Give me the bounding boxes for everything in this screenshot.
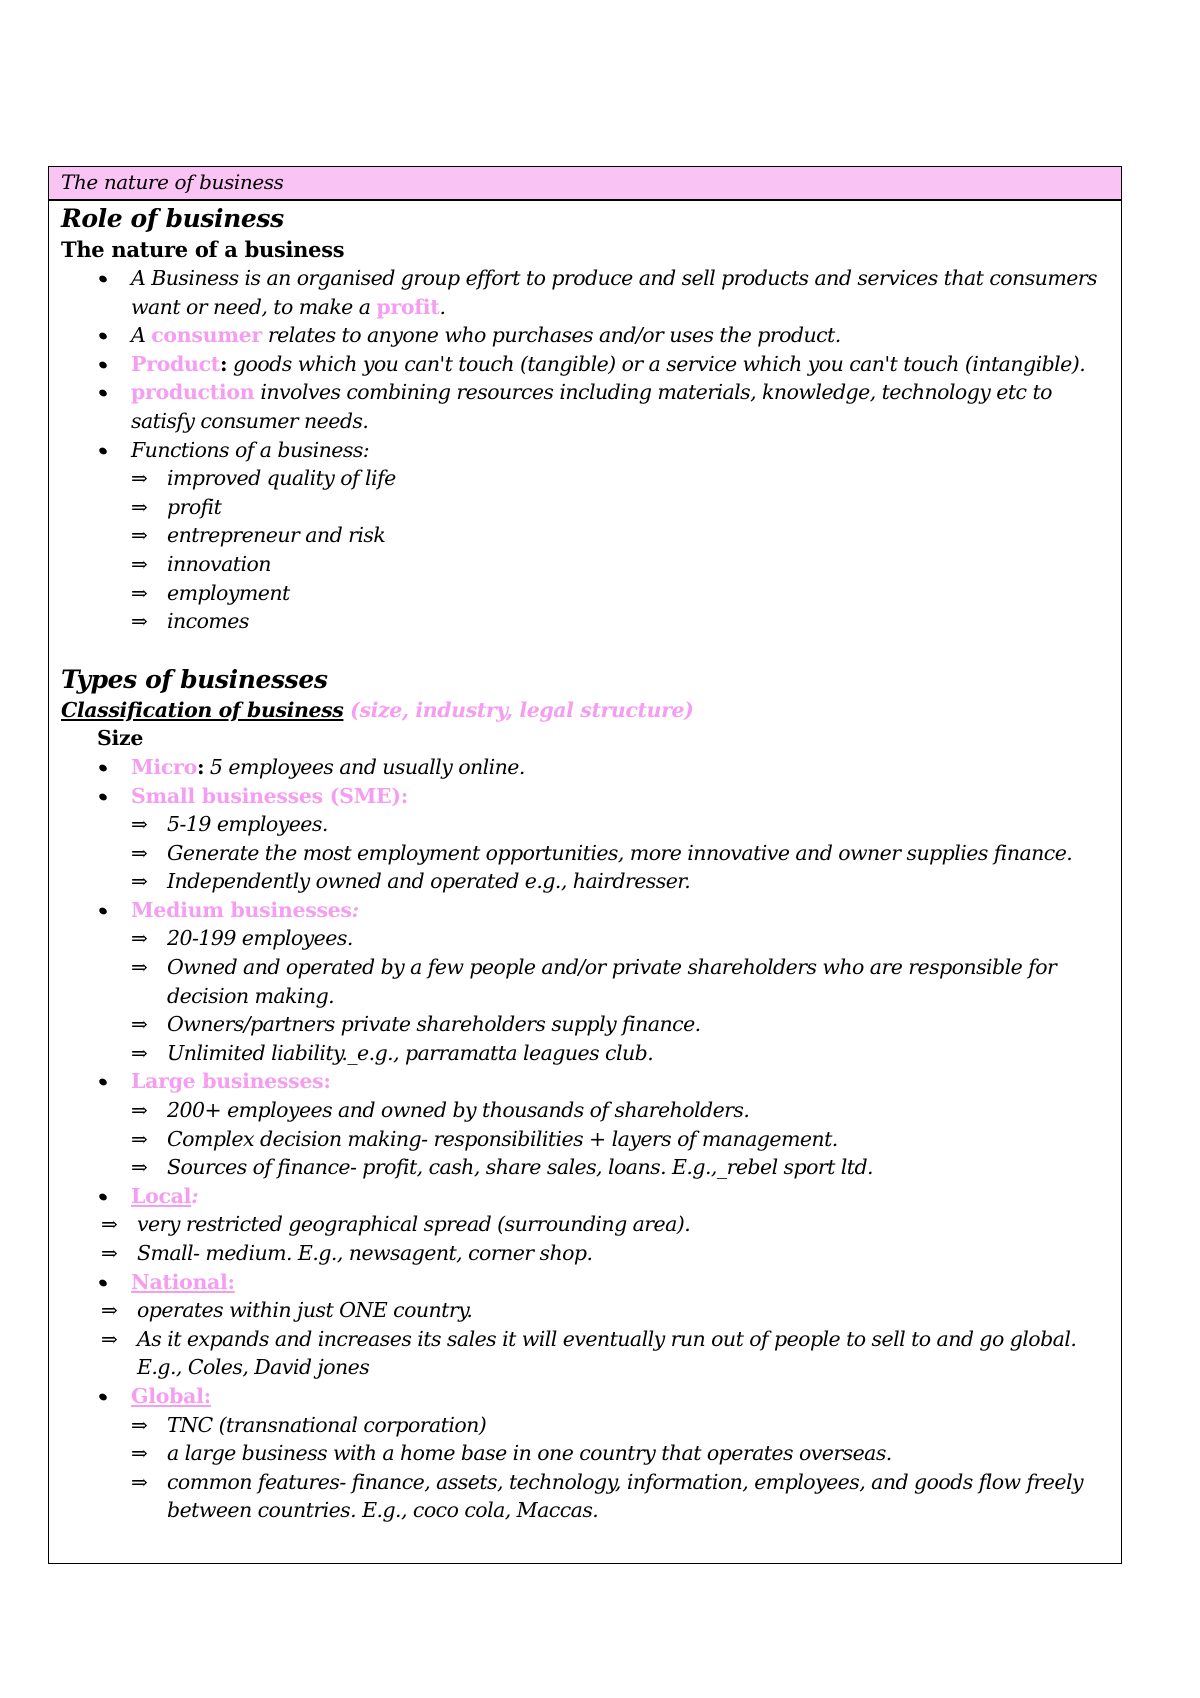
list-item: ⇒ a large business with a home base in one country that operates overseas. bbox=[167, 1439, 1111, 1468]
list-item: production involves combining resources including materials, knowledge, technology etc to satisfy consumer needs. bbox=[131, 378, 1111, 435]
local-list bbox=[95, 1210, 1111, 1267]
term-product: Product bbox=[131, 351, 220, 376]
global-list bbox=[131, 1411, 1111, 1525]
term-profit: profit bbox=[376, 294, 440, 319]
list-item: ⇒ profit bbox=[167, 493, 1111, 522]
list-item: ⇒ As it expands and increases its sales it will eventually run out of people to sell to and go global. E.g., Coles, David jones bbox=[137, 1325, 1111, 1382]
list-item: ⇒ innovation bbox=[167, 550, 1111, 579]
list-item: ⇒ incomes bbox=[167, 607, 1111, 636]
term-production: production bbox=[131, 380, 255, 405]
list-item: ⇒ entrepreneur and risk bbox=[167, 521, 1111, 550]
list-item: ⇒ 200+ employees and owned by thousands of shareholders. bbox=[167, 1096, 1111, 1125]
list-item: ⇒ common features- finance, assets, technology, information, employees, and goods flow freely between countries. E.g., coco cola, Maccas. bbox=[167, 1468, 1111, 1525]
nature-subheading: The nature of a business bbox=[61, 237, 345, 262]
list-item: Medium businesses: ⇒ 20-199 employees. ⇒ Owned and operated by a few people and/or private shareholders who are responsible for decision making. ⇒ Owners/partners private shareholders supply finance. ⇒ Unlimited liability._e.g., parramatta leagues club. bbox=[131, 896, 1111, 1068]
term-global: Global: bbox=[131, 1383, 211, 1408]
types-heading: Types of businesses bbox=[61, 664, 328, 694]
role-list bbox=[61, 264, 1111, 636]
list-item: Product: goods which you can't touch (tangible) or a service which you can't touch (intangible). bbox=[131, 350, 1111, 379]
list-item: ⇒ improved quality of life bbox=[167, 464, 1111, 493]
list-item: A consumer relates to anyone who purchases and/or uses the product. bbox=[131, 321, 1111, 350]
list-item: ⇒ very restricted geographical spread (surrounding area). bbox=[137, 1210, 1111, 1239]
list-item bbox=[131, 1268, 1111, 1382]
term-small-businesses: Small businesses (SME): bbox=[131, 783, 408, 808]
classification-line bbox=[61, 696, 1111, 725]
term-medium-businesses: Medium businesses bbox=[131, 897, 352, 922]
section-header bbox=[49, 167, 1121, 201]
list-item: ⇒ 5-19 employees. bbox=[167, 810, 1111, 839]
medium-list bbox=[131, 924, 1111, 1067]
notes-box bbox=[48, 166, 1122, 1564]
term-micro: Micro bbox=[131, 754, 197, 779]
list-item: ⇒ Complex decision making- responsibilities + layers of management. bbox=[167, 1125, 1111, 1154]
list-item: ⇒ 20-199 employees. bbox=[167, 924, 1111, 953]
list-item bbox=[131, 1067, 1111, 1181]
term-large-businesses: Large businesses: bbox=[131, 1069, 331, 1094]
list-item: A Business is an organised group effort to produce and sell products and services that consumers want or need, to make a profit. bbox=[131, 264, 1111, 321]
functions-list bbox=[131, 464, 1111, 636]
size-label: Size bbox=[97, 726, 144, 751]
list-item: Local: ⇒ very restricted geographical spread (surrounding area). ⇒ Small- medium. E.g., newsagent, corner shop. bbox=[131, 1182, 1111, 1268]
small-list bbox=[131, 810, 1111, 896]
list-item: ⇒ Unlimited liability._e.g., parramatta leagues club. bbox=[167, 1039, 1111, 1068]
large-list bbox=[131, 1096, 1111, 1182]
term-consumer: consumer bbox=[151, 323, 262, 348]
list-item bbox=[131, 782, 1111, 896]
list-item: Micro: 5 employees and usually online. bbox=[131, 753, 1111, 782]
list-item: ⇒ employment bbox=[167, 579, 1111, 608]
list-item: ⇒ Owned and operated by a few people and/or private shareholders who are responsible for decision making. bbox=[167, 953, 1111, 1010]
national-list bbox=[95, 1296, 1111, 1382]
list-item: ⇒ Generate the most employment opportunities, more innovative and owner supplies finance. bbox=[167, 839, 1111, 868]
list-item bbox=[131, 1382, 1111, 1525]
list-item: ⇒ Owners/partners private shareholders supply finance. bbox=[167, 1010, 1111, 1039]
notes-content bbox=[49, 201, 1121, 1525]
section-title: The nature of business bbox=[61, 170, 284, 194]
classification-title: Classification of business bbox=[61, 697, 344, 722]
classification-criteria: (size, industry, legal structure) bbox=[343, 697, 694, 722]
list-item: ⇒ Independently owned and operated e.g., hairdresser. bbox=[167, 867, 1111, 896]
list-item: ⇒ TNC (transnational corporation) bbox=[167, 1411, 1111, 1440]
term-national: National: bbox=[131, 1269, 235, 1294]
list-item: ⇒ Sources of finance- profit, cash, share sales, loans. E.g.,_rebel sport ltd. bbox=[167, 1153, 1111, 1182]
types-list bbox=[61, 753, 1111, 1525]
list-item: Functions of a business: ⇒ improved quality of life ⇒ profit ⇒ entrepreneur and risk ⇒ innovation ⇒ employment ⇒ incomes bbox=[131, 436, 1111, 636]
list-item: ⇒ operates within just ONE country. bbox=[137, 1296, 1111, 1325]
term-local: Local bbox=[131, 1183, 192, 1208]
role-heading: Role of business bbox=[61, 204, 284, 233]
list-item: ⇒ Small- medium. E.g., newsagent, corner shop. bbox=[137, 1239, 1111, 1268]
